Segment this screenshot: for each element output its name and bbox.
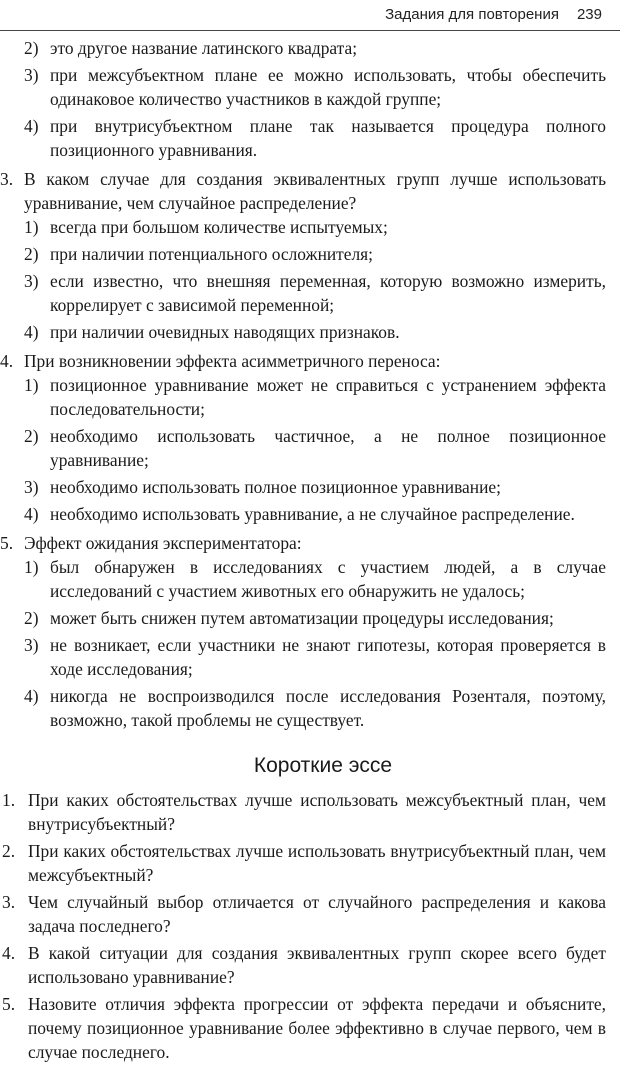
section-title: Короткие эссе <box>253 754 393 777</box>
option-item: 1) всегда при большом количестве испытуемых; <box>24 217 388 237</box>
question-4: 4. При возникновении эффекта асимметричного переноса: <box>0 351 441 371</box>
option-item: 3) если известно, что внешняя переменная, которую возможно измерить, коррелирует с зависимой переменной; <box>24 271 606 315</box>
option-item: 4) необходимо использовать уравнивание, а не случайное распределение. <box>24 504 575 524</box>
essay-item: 3. Чем случайный выбор отличается от случайного распределения и какова задача последнего? <box>2 892 606 936</box>
option-item: 2) может быть снижен путем автоматизации процедуры исследования; <box>24 608 554 628</box>
option-item: 4) при наличии очевидных наводящих признаков. <box>24 322 400 342</box>
question-5: 5. Эффект ожидания экспериментатора: <box>0 533 302 553</box>
essay-item: 4. В какой ситуации для создания эквивалентных групп скорее всего будет использовано уравнивание? <box>2 943 606 987</box>
option-item: 3) не возникает, если участники не знают гипотезы, которая проверяется в ходе исследования; <box>24 635 606 679</box>
header-rule <box>0 30 620 31</box>
option-item: 3) необходимо использовать полное позиционное уравнивание; <box>24 477 501 497</box>
list-item: 4) при внутрисубъектном плане так называется процедура полного позиционного уравнивания. <box>24 116 606 160</box>
option-item: 1) позиционное уравнивание может не справиться с устранением эффекта последовательности; <box>24 375 606 419</box>
list-item: 2) это другое название латинского квадрата; <box>24 38 358 58</box>
header-title: Задания для повторения <box>385 6 559 23</box>
page-number: 239 <box>576 6 602 23</box>
essay-item: 1. При каких обстоятельствах лучше использовать межсубъектный план, чем внутрисубъектный? <box>2 790 606 834</box>
essay-item: 5. Назовите отличия эффекта прогрессии от эффекта передачи и объясните, почему позиционное уравнивание более эффективно в случае первого, чем в случае последнего. <box>2 994 606 1062</box>
page-content <box>0 36 606 1067</box>
essay-item: 2. При каких обстоятельствах лучше использовать внутрисубъектный план, чем межсубъектный? <box>2 841 606 885</box>
question-3: 3. В каком случае для создания эквивалентных групп лучше использовать уравнивание, чем случайное распределение? <box>0 169 606 213</box>
option-item: 1) был обнаружен в исследованиях с участием людей, а в случае исследований с участием животных его обнаружить не удалось; <box>24 557 606 601</box>
option-item: 2) необходимо использовать частичное, а не полное позиционное уравнивание; <box>24 426 606 470</box>
option-item: 4) никогда не воспроизводился после исследования Розенталя, поэтому, возможно, такой проблемы не существует. <box>24 686 606 730</box>
list-item: 3) при межсубъектном плане ее можно использовать, чтобы обеспечить одинаковое количество участников в каждой группе; <box>24 65 606 109</box>
running-header <box>385 6 602 28</box>
option-item: 2) при наличии потенциального осложнителя; <box>24 244 374 264</box>
